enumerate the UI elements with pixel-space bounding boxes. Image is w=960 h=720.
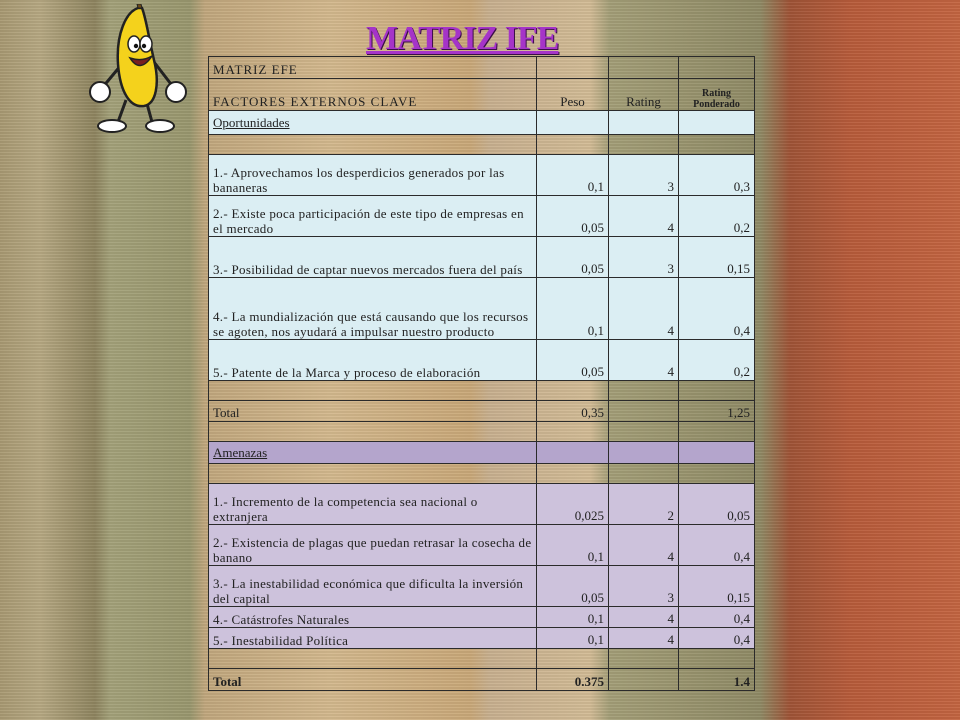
table-row <box>209 566 755 607</box>
factor-text: 2.- Existencia de plagas que puedan retrasar la cosecha de banano <box>209 525 537 566</box>
ponderado-value: 0,15 <box>679 237 755 278</box>
section-header-oportunidades <box>209 111 755 135</box>
factor-text: 5.- Inestabilidad Política <box>209 628 537 649</box>
table-row <box>209 525 755 566</box>
factor-text: 2.- Existe poca participación de este tipo de empresas en el mercado <box>209 196 537 237</box>
table-row <box>209 628 755 649</box>
factor-text: 1.- Incremento de la competencia sea nacional o extranjera <box>209 484 537 525</box>
peso-value: 0,05 <box>537 237 609 278</box>
peso-value: 0,05 <box>537 566 609 607</box>
table-row <box>209 237 755 278</box>
efe-matrix-table <box>208 56 755 691</box>
ponderado-value: 0,4 <box>679 628 755 649</box>
peso-value: 0,025 <box>537 484 609 525</box>
ponderado-value: 0,05 <box>679 484 755 525</box>
total-label: Total <box>209 401 537 422</box>
rating-value: 3 <box>609 566 679 607</box>
rating-value: 3 <box>609 155 679 196</box>
peso-value: 0,05 <box>537 340 609 381</box>
factor-text: 4.- Catástrofes Naturales <box>209 607 537 628</box>
matrix-title-row <box>209 57 755 79</box>
section-header-amenazas <box>209 442 755 464</box>
rating-value: 2 <box>609 484 679 525</box>
header-ponderado: Rating Ponderado <box>679 79 755 111</box>
peso-value: 0,1 <box>537 525 609 566</box>
ponderado-value: 0,4 <box>679 278 755 340</box>
peso-value: 0,05 <box>537 196 609 237</box>
spacer-row <box>209 649 755 669</box>
factor-text: 1.- Aprovechamos los desperdicios generados por las bananeras <box>209 155 537 196</box>
spacer-row <box>209 135 755 155</box>
table-row <box>209 278 755 340</box>
ponderado-value: 0,4 <box>679 607 755 628</box>
header-factores: FACTORES EXTERNOS CLAVE <box>209 79 537 111</box>
header-rating: Rating <box>609 79 679 111</box>
table-row <box>209 484 755 525</box>
rating-value: 3 <box>609 237 679 278</box>
spacer-row <box>209 381 755 401</box>
rating-value: 4 <box>609 340 679 381</box>
rating-value: 4 <box>609 196 679 237</box>
table-row <box>209 155 755 196</box>
section-label-oportunidades: Oportunidades <box>209 111 537 135</box>
total-peso: 0,35 <box>537 401 609 422</box>
rating-value: 4 <box>609 278 679 340</box>
table-row <box>209 196 755 237</box>
total-row-amenazas <box>209 669 755 691</box>
peso-value: 0,1 <box>537 278 609 340</box>
peso-value: 0,1 <box>537 155 609 196</box>
ponderado-value: 0,2 <box>679 196 755 237</box>
total-label: Total <box>209 669 537 691</box>
spacer-row <box>209 464 755 484</box>
rating-value: 4 <box>609 607 679 628</box>
table-row <box>209 340 755 381</box>
ponderado-value: 0,2 <box>679 340 755 381</box>
section-label-amenazas: Amenazas <box>209 442 537 464</box>
total-ponderado: 1.4 <box>679 669 755 691</box>
factor-text: 3.- La inestabilidad económica que dificulta la inversión del capital <box>209 566 537 607</box>
table-row <box>209 607 755 628</box>
peso-value: 0,1 <box>537 628 609 649</box>
peso-value: 0,1 <box>537 607 609 628</box>
ponderado-value: 0,15 <box>679 566 755 607</box>
factor-text: 4.- La mundialización que está causando que los recursos se agoten, nos ayudará a impulsar nuestro producto <box>209 278 537 340</box>
rating-value: 4 <box>609 628 679 649</box>
dancing-banana-icon <box>86 4 190 136</box>
header-peso: Peso <box>537 79 609 111</box>
total-row-oportunidades <box>209 401 755 422</box>
total-peso: 0.375 <box>537 669 609 691</box>
spacer-row <box>209 422 755 442</box>
page-title: MATRIZ IFE <box>366 20 559 57</box>
rating-value: 4 <box>609 525 679 566</box>
header-row <box>209 79 755 111</box>
factor-text: 5.- Patente de la Marca y proceso de elaboración <box>209 340 537 381</box>
matrix-title: MATRIZ EFE <box>209 57 537 79</box>
ponderado-value: 0,3 <box>679 155 755 196</box>
total-ponderado: 1,25 <box>679 401 755 422</box>
ponderado-value: 0,4 <box>679 525 755 566</box>
factor-text: 3.- Posibilidad de captar nuevos mercados fuera del país <box>209 237 537 278</box>
